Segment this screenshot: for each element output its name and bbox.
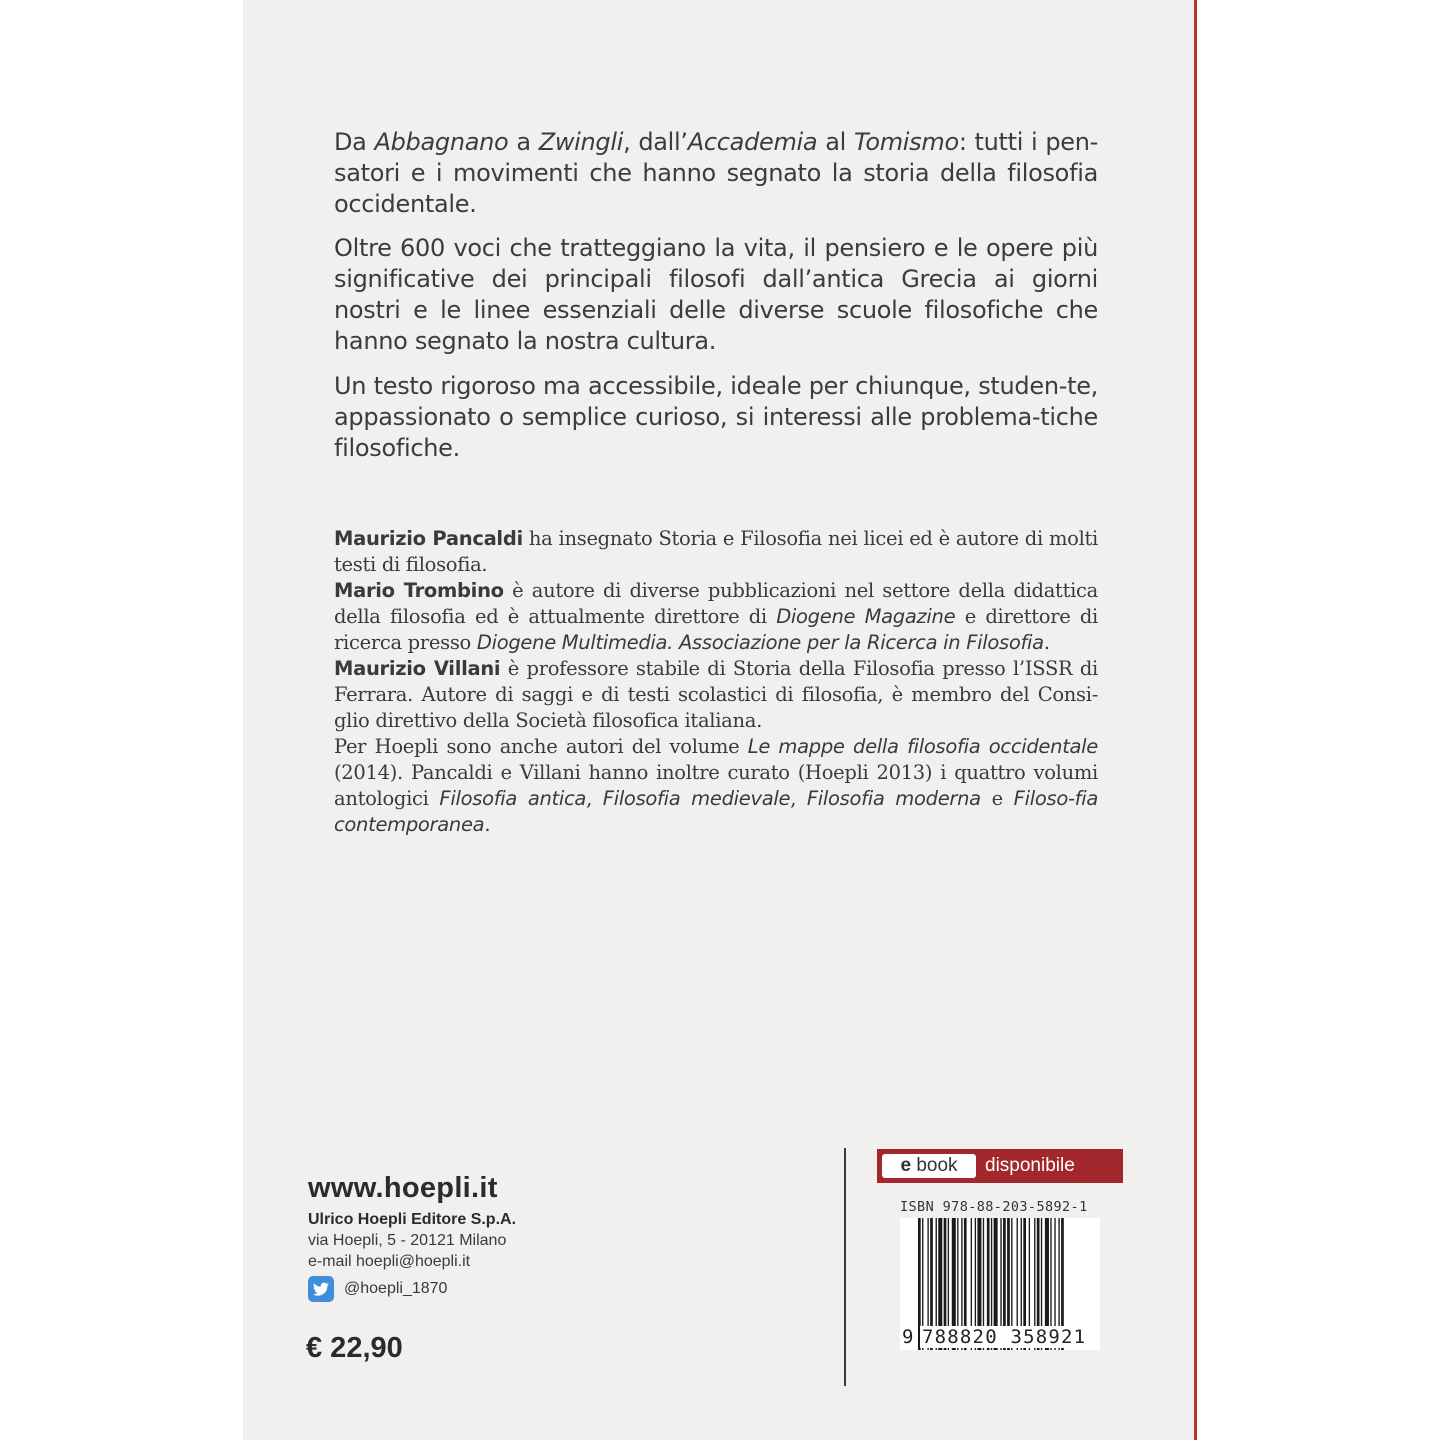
blurb-text: a [508,128,539,156]
bio-text: (2014). Pancaldi e Villani hanno inoltre curato (Hoepli 2013) i quattro volumi antologici [334,761,1098,810]
bio-text: , [790,787,807,810]
blurb-paragraph-3: Un testo rigoroso ma accessibile, ideale per chiunque, studen-te, appassionato o semplice curioso, si interessi alle problema-tiche filosofiche. [334,372,1098,462]
bio-text: Per Hoepli sono anche autori del volume [334,735,748,758]
bio-italic: Filosofia medievale [602,787,791,810]
bio-italic: Filoso-fia contemporanea [334,787,1099,836]
publisher-website: www.hoepli.it [308,1172,498,1204]
bio-text: ha insegnato Storia e Filosofia nei licei ed è autore di molti testi di filosofia. [334,527,1098,576]
twitter-handle: @hoepli_1870 [344,1280,448,1297]
blurb-italic: Zwingli [538,128,624,156]
bio-trombino [334,578,1098,656]
bio-text: è professore stabile di Storia della Filosofia presso l’ISSR di Ferrara. Autore di saggi e di testi scolastici di filosofia, è membro del Consi-glio direttivo della Società filosofica italiana. [334,657,1098,732]
author-name: Mario Trombino [334,579,504,602]
ebook-label [882,1154,976,1178]
bio-italic: Diogene Multimedia. Associazione per la Ricerca in Filosofia [476,631,1044,654]
blurb-text: Da [334,128,375,156]
ebook-book: book [911,1155,958,1176]
barcode-first-digit: 9 [902,1326,914,1348]
blurb-text: : tutti i pen-satori e i movimenti che hanno segnato la storia della filosofia occidentale. [334,128,1098,218]
bio-villani [334,656,1098,734]
publisher-address: via Hoepli, 5 - 20121 Milano [308,1232,507,1249]
author-name: Maurizio Villani [334,657,501,680]
price: € 22,90 [306,1332,403,1364]
bio-text: e direttore di ricerca presso [334,605,1098,654]
bio-text: , [586,787,603,810]
blurb-text: , dall’ [623,128,688,156]
publisher-name: Ulrico Hoepli Editore S.p.A. [308,1211,517,1228]
blurb-paragraph-1 [334,127,1098,220]
bio-text: e [980,787,1014,810]
twitter-bird-icon [308,1276,334,1302]
blurb-italic: Accademia [687,128,818,156]
bio-text: . [1043,631,1050,654]
blurb-text: al [817,128,854,156]
bio-italic: Diogene Magazine [776,605,956,628]
bio-pancaldi [334,526,1098,578]
ebook-badge [877,1149,1123,1183]
barcode-digit-groups: 788820 358921 [922,1326,1087,1348]
isbn-label: ISBN 978-88-203-5892-1 [900,1199,1088,1215]
author-name: Maurizio Pancaldi [334,527,523,550]
publisher-email: e-mail hoepli@hoepli.it [308,1253,471,1270]
blurb-italic: Abbagnano [374,128,509,156]
bio-italic: Le mappe della filosofia occidentale [747,735,1099,758]
bio-hoepli-volumes [334,734,1098,838]
ebook-available: disponibile [985,1155,1075,1176]
spine-edge [1194,0,1197,1440]
vertical-divider [844,1148,846,1386]
blurb-italic: Tomismo [853,128,959,156]
bio-italic: Filosofia moderna [806,787,981,810]
ebook-e: e [900,1155,912,1176]
blurb-paragraph-2: Oltre 600 voci che tratteggiano la vita, il pensiero e le opere più significative dei principali filosofi dall’antica Grecia ai giorni nostri e le linee essenziali delle diverse scuole filosofiche che hanno segnato la nostra cultura. [334,234,1098,355]
bio-text: è autore di diverse pubblicazioni nel settore della didattica della filosofia ed è attualmente direttore di [334,579,1099,628]
bio-italic: Filosofia antica [439,787,587,810]
bio-text: . [484,813,491,836]
